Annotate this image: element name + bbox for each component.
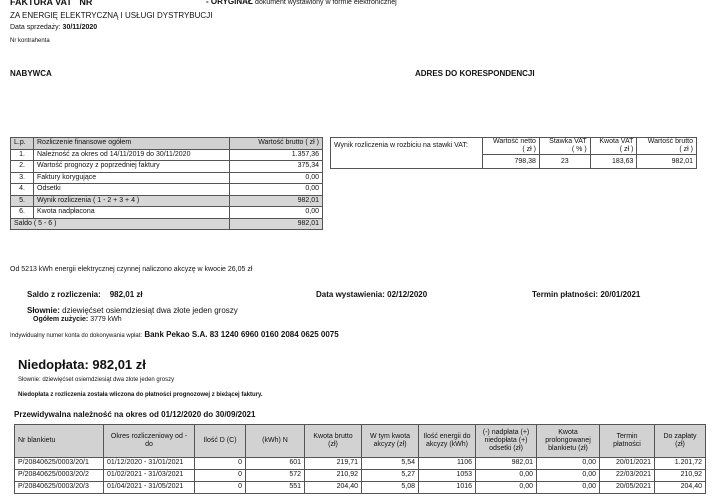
settlement-header-value: Wartość brutto ( zł ) [230,138,323,150]
vat-label: Wynik rozliczenia w rozbiciu na stawki VAT: [331,138,483,169]
forecast-header: (kWh) N [246,425,305,458]
table-row [15,458,706,470]
row-label: Należność za okres od 14/11/2019 do 30/11/2020 [34,149,230,161]
cell-over: 0,00 [476,482,537,494]
cell-energy: 1106 [419,458,476,470]
table-row [11,184,323,196]
cell-gross: 210,92 [305,470,362,482]
row-value: 982,01 [230,195,323,207]
cell-gross: 204,40 [305,482,362,494]
cell-n: 572 [246,470,305,482]
row-lp: 5. [11,195,34,207]
row-label: Faktury korygujące [34,172,230,184]
table-row [11,172,323,184]
forecast-table [14,424,706,494]
vat-net-header: Wartość netto ( zł ) [483,138,540,155]
row-lp: 3. [11,172,34,184]
row-lp: 6. [11,207,34,219]
cell-nr: P/20840625/0003/20/3 [15,482,104,494]
row-label: Kwota nadpłacona [34,207,230,219]
forecast-header: Kwota brutto (zł) [305,425,362,458]
cell-excise: 5,08 [362,482,419,494]
vat-amount: 183,63 [590,155,637,169]
cell-gross: 219,71 [305,458,362,470]
row-label: Odsetki [34,184,230,196]
issue-date: Data wystawienia: 02/12/2020 [316,290,428,299]
row-value: 0,00 [230,184,323,196]
forecast-header: Nr blankietu [15,425,104,458]
cell-period: 01/04/2021 - 31/05/2021 [104,482,195,494]
original-label: - ORYGINAŁ dokument wystawiony w formie elektronicznej [206,0,397,6]
cell-over: 982,01 [476,458,537,470]
payment-due: Termin płatności: 20/01/2021 [532,290,641,299]
row-value: 1.357,36 [230,149,323,161]
table-row [11,161,323,173]
cell-period: 01/02/2021 - 31/03/2021 [104,470,195,482]
table-row [15,482,706,494]
row-value: 375,34 [230,161,323,173]
correspondence-heading: ADRES DO KORESPONDENCJI [415,69,535,78]
table-row [11,149,323,161]
forecast-header: Okres rozliczeniowy od - do [104,425,195,458]
sale-date: Data sprzedaży: 30/11/2020 [10,24,98,31]
row-label: Wynik rozliczenia ( 1 - 2 + 3 + 4 ) [34,195,230,207]
cell-prolong: 0,00 [537,470,600,482]
invoice-title: FAKTURA VAT NR [10,0,93,7]
saldo-row [11,218,323,230]
row-value: 0,00 [230,172,323,184]
cell-pay: 210,92 [655,470,706,482]
row-label: Wartość prognozy z poprzedniej faktury [34,161,230,173]
vat-amount-header: Kwota VAT ( zł ) [590,138,637,155]
cell-n: 551 [246,482,305,494]
forecast-header: Do zapłaty (zł) [655,425,706,458]
settlement-balance: Saldo z rozliczenia: 982,01 zł [27,290,143,299]
cell-energy: 1016 [419,482,476,494]
amount-in-words: Słownie: dziewięćset osiemdziesiąt dwa złote jeden groszy [27,306,238,315]
underpayment-title: Niedopłata: 982,01 zł [18,357,146,372]
contract-number-label: Nr kontrahenta [10,38,50,44]
saldo-label: Saldo ( 5 - 6 ) [11,218,230,230]
forecast-header: (-) nadpłata (+) niedopłata (+) odsetki (zł) [476,425,537,458]
cell-excise: 5,27 [362,470,419,482]
invoice-subtitle: ZA ENERGIĘ ELEKTRYCZNĄ I USŁUGI DYSTRYBUCJI [10,11,213,20]
cell-nr: P/20840625/0003/20/1 [15,458,104,470]
row-lp: 2. [11,161,34,173]
vat-net: 798,38 [483,155,540,169]
total-usage: Ogółem zużycie: 3779 kWh [33,316,122,323]
cell-period: 01/12/2020 - 31/01/2021 [104,458,195,470]
cell-due: 22/03/2021 [600,470,655,482]
table-row [11,195,323,207]
row-lp: 4. [11,184,34,196]
cell-pay: 204,40 [655,482,706,494]
cell-d: 0 [195,458,246,470]
saldo-value: 982,01 [230,218,323,230]
forecast-header: W tym kwota akcyzy (zł) [362,425,419,458]
vat-rate-header: Stawka VAT ( % ) [539,138,590,155]
settlement-table [10,137,323,230]
cell-nr: P/20840625/0003/20/2 [15,470,104,482]
cell-due: 20/01/2021 [600,458,655,470]
forecast-title: Przewidywalna należność na okres od 01/12/2020 do 30/09/2021 [14,410,256,419]
cell-d: 0 [195,482,246,494]
bank-account: Indywidualny numer konta do dokonywania wpłat: Bank Pekao S.A. 83 1240 6960 0160 2084 0625 0075 [10,330,339,339]
forecast-header: Kwota prolongowanej blankietu (zł) [537,425,600,458]
cell-d: 0 [195,470,246,482]
row-lp: 1. [11,149,34,161]
cell-prolong: 0,00 [537,458,600,470]
cell-over: 0,00 [476,470,537,482]
underpayment-words: Słownie: dziewięćset osiemdziesiąt dwa złote jeden groszy [18,377,175,383]
vat-gross: 982,01 [637,155,697,169]
cell-pay: 1.201,72 [655,458,706,470]
settlement-header-lp: L.p. [11,138,34,150]
cell-prolong: 0,00 [537,482,600,494]
row-value: 0,00 [230,207,323,219]
underpayment-note: Niedopłata z rozliczenia została wliczona do płatności prognozowej z bieżącej faktury. [18,392,263,398]
buyer-heading: NABYWCA [10,69,52,78]
cell-n: 601 [246,458,305,470]
table-row [15,470,706,482]
settlement-header-label: Rozliczenie finansowe ogółem [34,138,230,150]
cell-excise: 5,54 [362,458,419,470]
cell-due: 20/05/2021 [600,482,655,494]
vat-table [330,137,697,169]
table-row [11,207,323,219]
forecast-header: Ilość D (C) [195,425,246,458]
excise-note: Od 5213 kWh energii elektrycznej czynnej naliczono akcyzę w kwocie 26,05 zł [10,266,253,273]
forecast-header: Ilość energii do akcyzy (kWh) [419,425,476,458]
cell-energy: 1053 [419,470,476,482]
vat-rate: 23 [539,155,590,169]
vat-gross-header: Wartość brutto ( zł ) [637,138,697,155]
forecast-header: Termin płatności [600,425,655,458]
